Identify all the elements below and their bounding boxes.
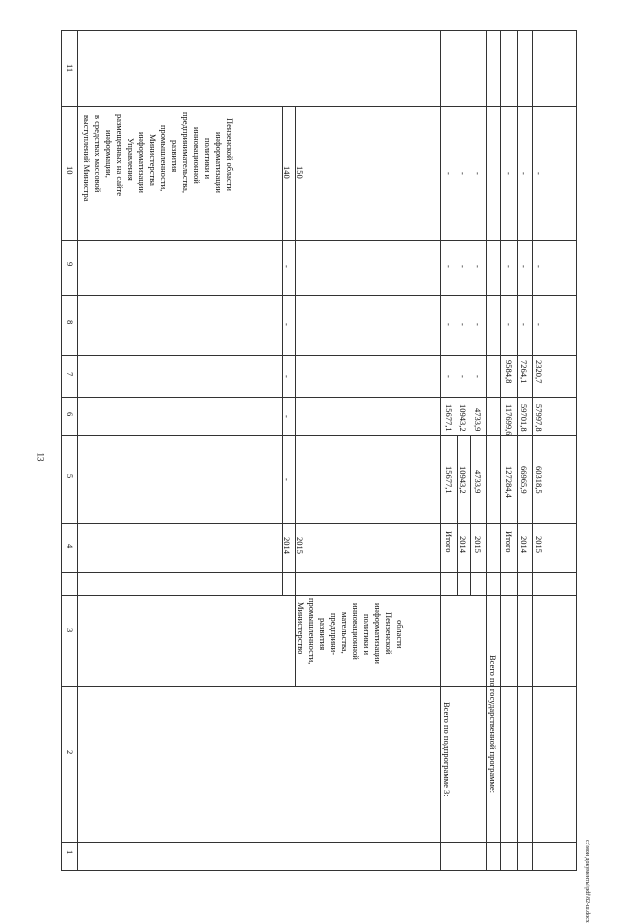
ministry-line: мательства,: [340, 612, 350, 654]
ministry-line: развития: [318, 618, 328, 651]
col-header-5: 5: [65, 474, 75, 479]
total-label: Всего по государственной программе:: [488, 655, 498, 794]
total-c10: -: [519, 172, 529, 175]
col-header-9: 9: [65, 262, 75, 267]
subtotal-c6: 10943,2: [458, 404, 468, 432]
subtotal-c9: -: [444, 265, 454, 268]
total-c5: 127284,4: [504, 466, 514, 498]
ministry-line: инновационной: [351, 603, 361, 660]
subtotal-year: 2015: [473, 536, 483, 553]
col-header-6: 6: [65, 412, 75, 417]
total-c7: 7264,1: [519, 360, 529, 384]
total-c6: 59701,8: [519, 404, 529, 432]
subtotal-c6: 4733,9: [473, 408, 483, 432]
subtotal-c8: -: [444, 323, 454, 326]
page-number: 13: [35, 452, 46, 462]
subtotal-c10: -: [473, 172, 483, 175]
indicator-line: промышленности,: [159, 125, 169, 192]
total-year: 2015: [534, 536, 544, 553]
dash: -: [282, 323, 292, 326]
col-header-1: 1: [65, 850, 75, 855]
total-year: 2014: [519, 536, 529, 553]
total-c8: -: [519, 323, 529, 326]
subtotal-c6: 15677,1: [444, 404, 454, 432]
subtotal-c5: 4733,9: [473, 470, 483, 494]
ministry-line: политики и: [362, 614, 372, 656]
indicator-line: предпринимательства,: [181, 112, 191, 193]
ministry-line: промышленности,: [307, 598, 317, 665]
dash: -: [282, 415, 292, 418]
total-c8: -: [534, 323, 544, 326]
subtotal-year: Итого: [444, 531, 454, 553]
indicator-line: Управления: [126, 138, 136, 181]
total-c10: -: [534, 172, 544, 175]
year-2015: 2015: [295, 537, 305, 554]
total-c9: -: [534, 265, 544, 268]
subtotal-c8: -: [473, 323, 483, 326]
total-c9: -: [519, 265, 529, 268]
col-header-7: 7: [65, 372, 75, 377]
col-header-4: 4: [65, 544, 75, 549]
total-c5: 66965,9: [519, 466, 529, 494]
year-2014: 2014: [282, 537, 292, 554]
subtotal-year: 2014: [458, 536, 468, 553]
indicator-line: размещенных на сайте: [115, 114, 125, 197]
ministry-line: Министерство: [296, 602, 306, 655]
indicator-line: информации,: [104, 130, 114, 178]
total-c9: -: [504, 265, 514, 268]
indicator-value-2015: 150: [295, 166, 305, 179]
total-c6: 57997,8: [534, 404, 544, 432]
indicator-line: выступлений Министра: [82, 115, 92, 202]
indicator-value-2014: 140: [282, 166, 292, 179]
col-header-8: 8: [65, 320, 75, 325]
total-c5: 60318,5: [534, 466, 544, 494]
subtotal-c5: 15677,1: [444, 466, 454, 494]
indicator-line: политики и: [203, 138, 213, 180]
subtotal-c5: 10943,2: [458, 466, 468, 494]
total-c7: 2320,7: [534, 360, 544, 384]
col-header-3: 3: [65, 628, 75, 633]
total-c6: 117699,6: [504, 404, 514, 436]
subtotal-c9: -: [473, 265, 483, 268]
col-header-2: 2: [65, 750, 75, 755]
indicator-line: Министерства: [148, 134, 158, 186]
ministry-line: информатизации: [373, 603, 383, 664]
subtotal-label: Всего по подпрограмме 3:: [442, 702, 452, 797]
subtotal-c9: -: [458, 265, 468, 268]
footer-file-path: c:\мои документы\pdf\82-ш.docx: [584, 840, 590, 923]
dash: -: [282, 375, 292, 378]
subtotal-c8: -: [458, 323, 468, 326]
indicator-line: инновационной: [192, 127, 202, 184]
dash: -: [282, 265, 292, 268]
ministry-line: предприни-: [329, 613, 339, 656]
indicator-line: Пензенской области: [225, 118, 235, 191]
dash: -: [282, 478, 292, 481]
indicator-line: в средствах массовой: [93, 115, 103, 193]
total-c10: -: [504, 172, 514, 175]
subtotal-c7: -: [473, 375, 483, 378]
total-c8: -: [504, 323, 514, 326]
indicator-line: информатизации: [214, 132, 224, 193]
subtotal-c7: -: [444, 375, 454, 378]
total-year: Итого: [504, 531, 514, 553]
subtotal-c7: -: [458, 375, 468, 378]
col-header-11: 11: [65, 64, 75, 73]
col-header-10: 10: [65, 166, 75, 175]
ministry-line: Пензенской: [384, 612, 394, 655]
indicator-line: информатизации: [137, 132, 147, 193]
indicator-line: развития: [170, 140, 180, 173]
ministry-line: области: [395, 620, 405, 649]
total-c7: 9584,8: [504, 360, 514, 384]
subtotal-c10: -: [458, 172, 468, 175]
subtotal-c10: -: [444, 172, 454, 175]
